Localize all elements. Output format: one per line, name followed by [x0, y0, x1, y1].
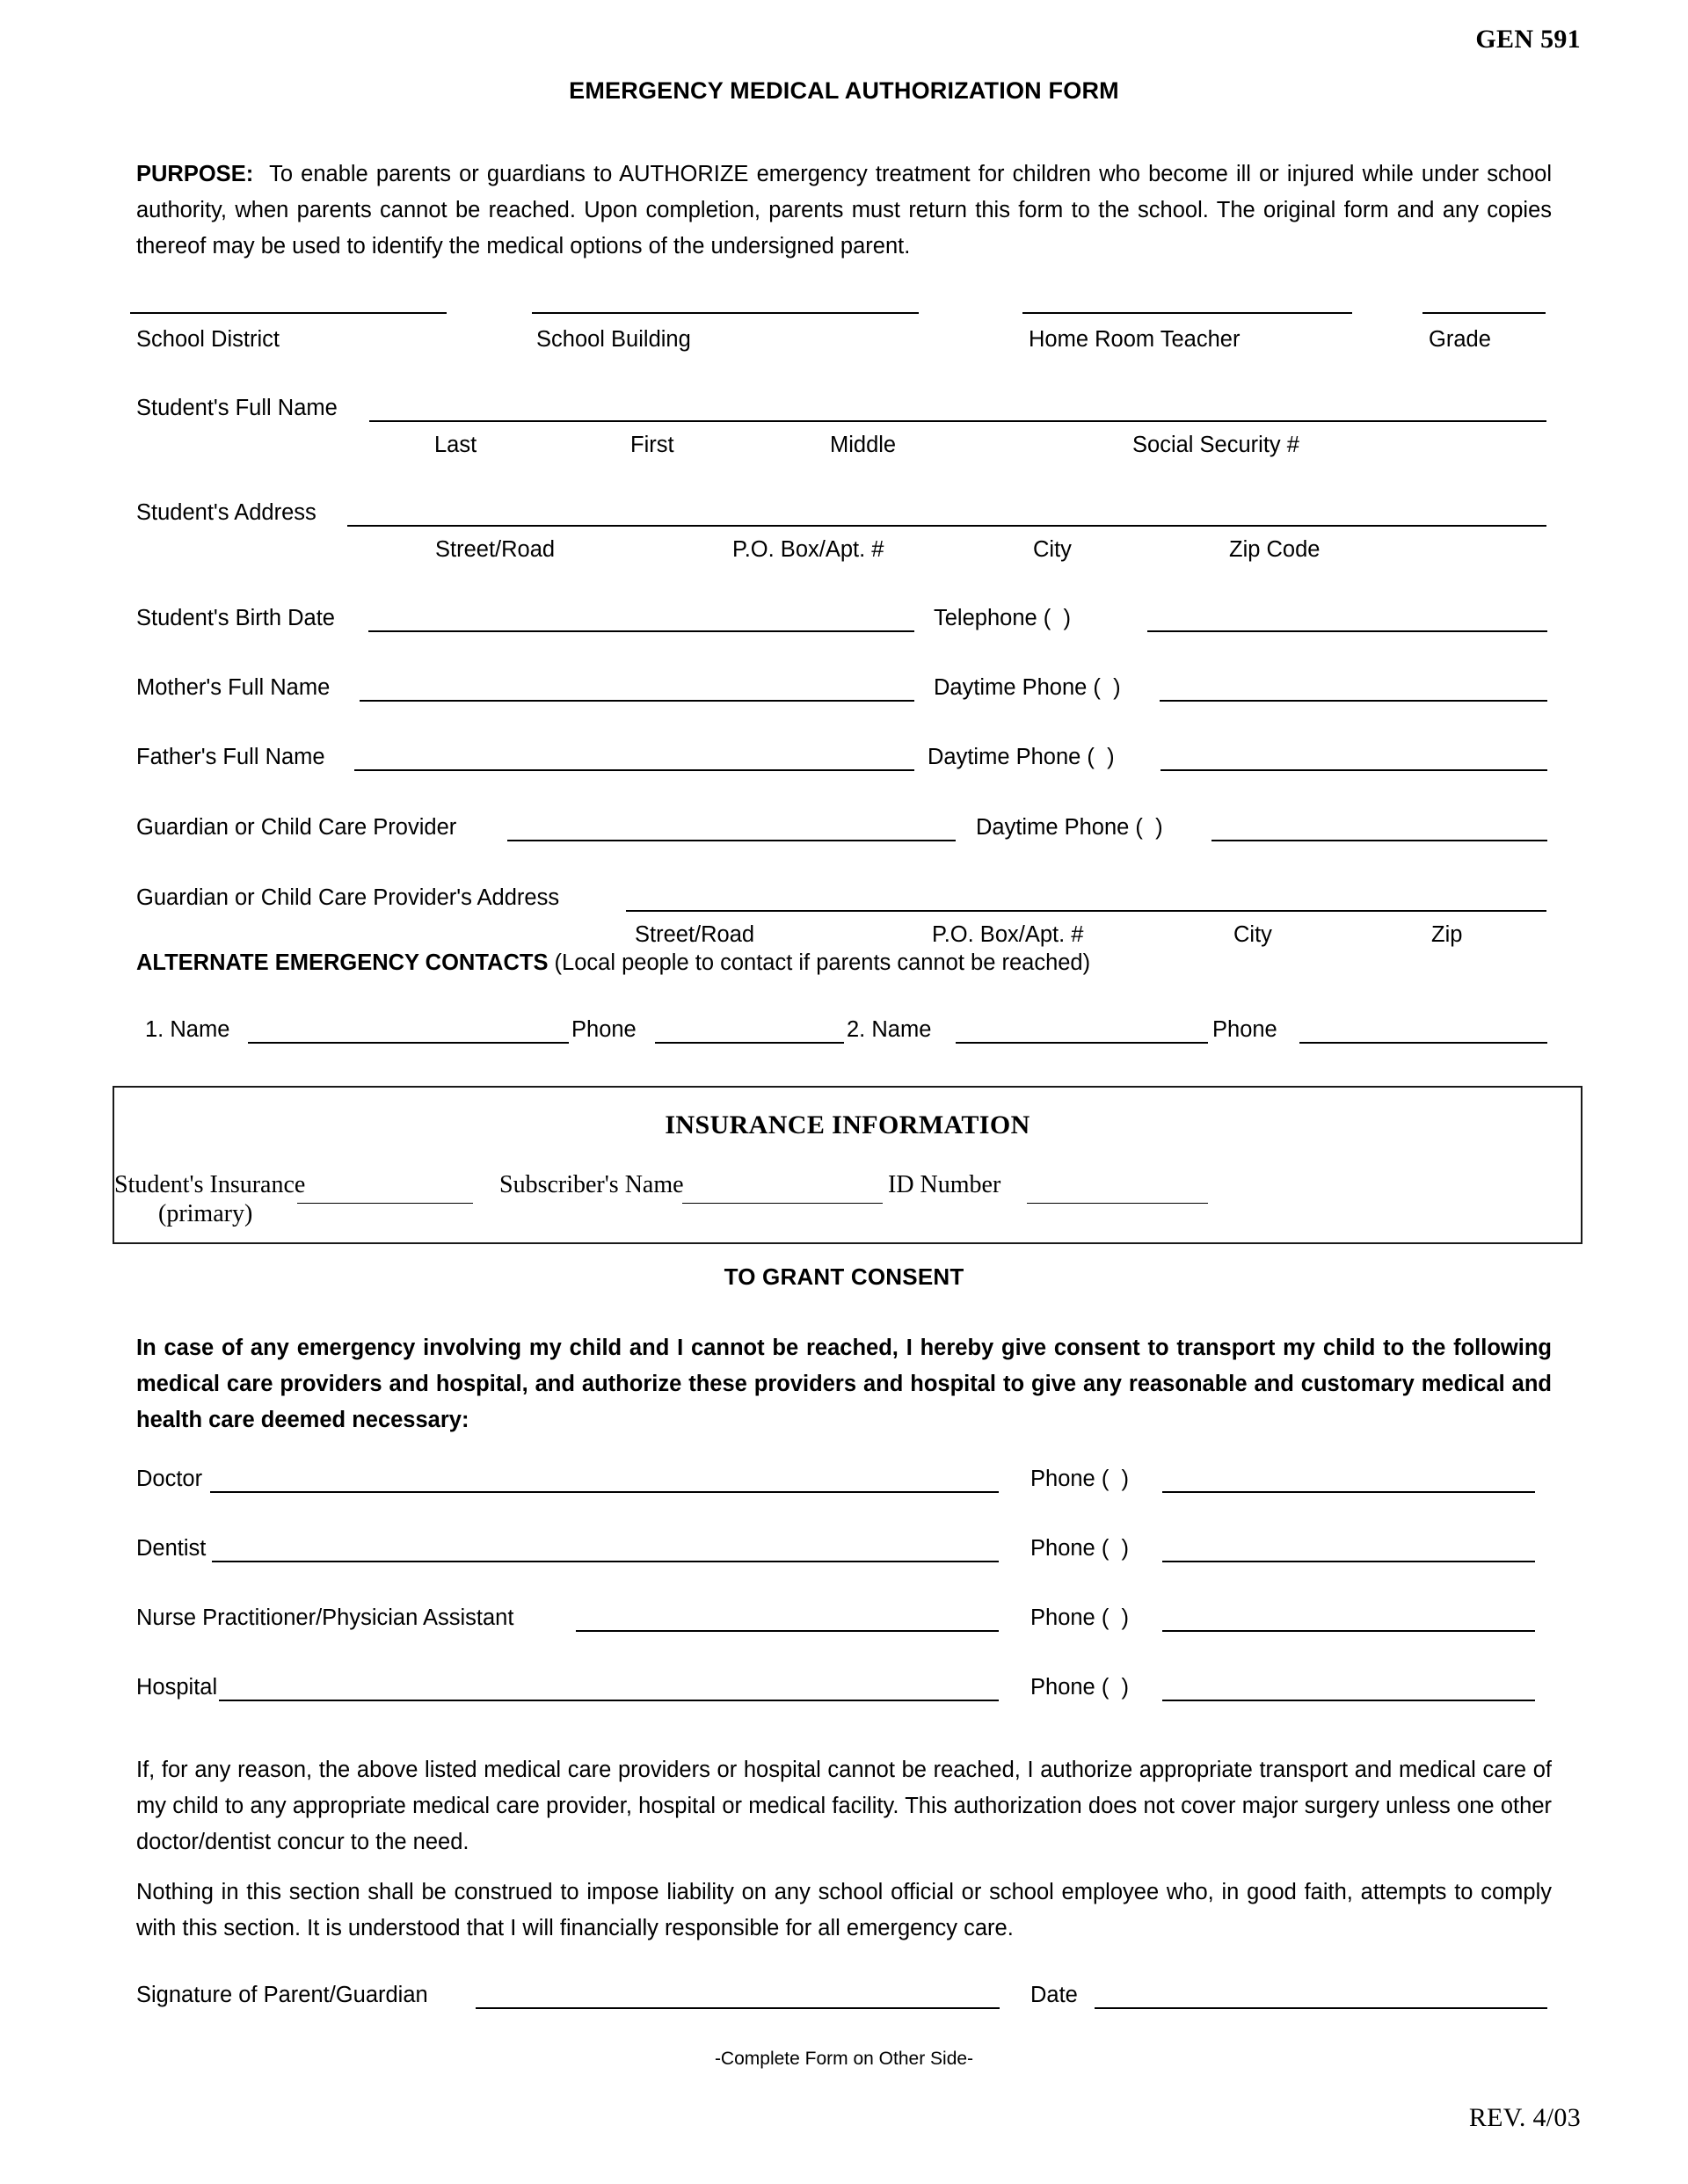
father-daytime-phone-line[interactable]	[1160, 769, 1547, 771]
alternate-contacts-note: (Local people to contact if parents cannot be reached)	[554, 950, 1091, 975]
contact1-phone-line[interactable]	[655, 1042, 844, 1044]
mother-daytime-phone-label-text: Daytime Phone (	[934, 675, 1101, 700]
mother-phone-paren-close: )	[1113, 675, 1121, 700]
purpose-paragraph	[136, 157, 1552, 265]
contact1-name-line[interactable]	[248, 1042, 569, 1044]
hospital-line[interactable]	[219, 1700, 999, 1701]
guardian-address-line[interactable]	[626, 910, 1546, 912]
mother-daytime-phone-line[interactable]	[1160, 700, 1547, 702]
student-address-line[interactable]	[347, 525, 1546, 527]
student-full-name-label: Student's Full Name	[136, 396, 338, 420]
guardian-address-sublabel-city: City	[1233, 922, 1272, 947]
guardian-address-sublabel-zip: Zip	[1431, 922, 1463, 947]
mother-full-name-line[interactable]	[360, 700, 914, 702]
doctor-line[interactable]	[210, 1491, 999, 1493]
doctor-label: Doctor	[136, 1467, 203, 1491]
name-sublabel-first: First	[630, 433, 674, 457]
complete-other-side-note: -Complete Form on Other Side-	[714, 2049, 974, 2069]
revision-code: REV. 4/03	[1468, 2103, 1581, 2132]
grade-line[interactable]	[1422, 312, 1546, 314]
liability-paragraph: Nothing in this section shall be construed to impose liability on any school official or school employee who, in good faith, attempts to comply with this section. It is understood that I will financially responsible for all emergency care.	[136, 1880, 1552, 1940]
student-address-label: Student's Address	[136, 500, 316, 525]
guardian-provider-label: Guardian or Child Care Provider	[136, 815, 457, 840]
form-code: GEN 591	[1475, 25, 1581, 54]
student-insurance-label: Student's Insurance	[114, 1171, 306, 1198]
student-telephone-label-text: Telephone (	[934, 606, 1051, 630]
contact1-phone-label: Phone	[571, 1017, 637, 1042]
guardian-address-label: Guardian or Child Care Provider's Address	[136, 885, 560, 910]
contact2-name-line[interactable]	[956, 1042, 1208, 1044]
doctor-phone-label-text: Phone (	[1030, 1467, 1110, 1491]
nurse-practitioner-phone-line[interactable]	[1162, 1630, 1535, 1632]
home-room-teacher-label: Home Room Teacher	[1029, 327, 1241, 352]
date-line[interactable]	[1095, 2007, 1547, 2009]
school-district-line[interactable]	[130, 312, 447, 314]
address-sublabel-street: Street/Road	[435, 537, 556, 562]
hospital-phone-line[interactable]	[1162, 1700, 1535, 1701]
dentist-label: Dentist	[136, 1536, 207, 1561]
address-sublabel-zip: Zip Code	[1229, 537, 1321, 562]
hospital-phone-label	[1030, 1675, 1129, 1700]
alternate-contacts-heading-row	[136, 950, 1090, 976]
dentist-line[interactable]	[212, 1561, 999, 1562]
doctor-phone-label	[1030, 1467, 1129, 1492]
signature-line[interactable]	[476, 2007, 1000, 2009]
hospital-phone-paren-close: )	[1121, 1675, 1129, 1700]
grade-label: Grade	[1429, 327, 1491, 352]
nurse-phone-paren-close: )	[1121, 1605, 1129, 1630]
guardian-daytime-phone-label	[976, 815, 1163, 841]
student-insurance-line[interactable]	[297, 1203, 473, 1204]
purpose-label: PURPOSE:	[136, 162, 254, 186]
guardian-address-sublabel-street: Street/Road	[635, 922, 755, 947]
subscriber-name-line[interactable]	[682, 1203, 883, 1204]
mother-daytime-phone-label	[934, 675, 1121, 701]
purpose-text: To enable parents or guardians to AUTHORIZE emergency treatment for children who become ill or injured while under school authority, when parents cannot be reached. Upon completion, parents must return this form to the school. The original form and any copies thereof may be used to identify the medical options of the undersigned parent.	[136, 162, 1552, 258]
father-full-name-line[interactable]	[354, 769, 914, 771]
insurance-information-box	[113, 1086, 1582, 1244]
father-daytime-phone-label	[928, 745, 1115, 770]
student-telephone-paren-close: )	[1063, 606, 1071, 630]
school-district-label: School District	[136, 327, 280, 352]
hospital-phone-label-text: Phone (	[1030, 1675, 1110, 1700]
grant-consent-heading: TO GRANT CONSENT	[724, 1263, 964, 1290]
authorization-paragraph: If, for any reason, the above listed medical care providers or hospital cannot be reached, I authorize appropriate transport and medical care of my child to any appropriate medical care provider, hospital or medical facility. This authorization does not cover major surgery unless one other doctor/dentist concur to the need.	[136, 1758, 1552, 1854]
page-title: EMERGENCY MEDICAL AUTHORIZATION FORM	[569, 77, 1119, 104]
contact1-name-label: 1. Name	[145, 1017, 230, 1042]
address-sublabel-city: City	[1033, 537, 1072, 562]
father-full-name-label: Father's Full Name	[136, 745, 325, 769]
guardian-daytime-phone-label-text: Daytime Phone (	[976, 815, 1143, 840]
guardian-address-sublabel-pobox: P.O. Box/Apt. #	[932, 922, 1084, 947]
dentist-phone-label	[1030, 1536, 1129, 1562]
mother-full-name-label: Mother's Full Name	[136, 675, 331, 700]
dentist-phone-paren-close: )	[1121, 1536, 1129, 1561]
nurse-practitioner-label: Nurse Practitioner/Physician Assistant	[136, 1605, 514, 1630]
name-sublabel-last: Last	[434, 433, 477, 457]
dentist-phone-label-text: Phone (	[1030, 1536, 1110, 1561]
address-sublabel-pobox: P.O. Box/Apt. #	[732, 537, 884, 562]
signature-label: Signature of Parent/Guardian	[136, 1983, 428, 2007]
father-phone-paren-close: )	[1107, 745, 1115, 769]
nurse-practitioner-phone-label	[1030, 1605, 1129, 1631]
doctor-phone-line[interactable]	[1162, 1491, 1535, 1493]
student-birth-date-line[interactable]	[368, 630, 914, 632]
school-building-line[interactable]	[532, 312, 919, 314]
dentist-phone-line[interactable]	[1162, 1561, 1535, 1562]
home-room-teacher-line[interactable]	[1022, 312, 1352, 314]
id-number-label: ID Number	[888, 1171, 1001, 1198]
nurse-practitioner-line[interactable]	[576, 1630, 999, 1632]
nurse-practitioner-phone-label-text: Phone (	[1030, 1605, 1110, 1630]
student-birth-date-label: Student's Birth Date	[136, 606, 335, 630]
student-telephone-label	[934, 606, 1071, 631]
name-sublabel-ssn: Social Security #	[1132, 433, 1299, 457]
guardian-daytime-phone-line[interactable]	[1211, 840, 1547, 841]
doctor-phone-paren-close: )	[1121, 1467, 1129, 1491]
guardian-provider-line[interactable]	[507, 840, 956, 841]
alternate-contacts-heading: ALTERNATE EMERGENCY CONTACTS	[136, 950, 549, 975]
insurance-information-title: INSURANCE INFORMATION	[665, 1110, 1030, 1139]
guardian-phone-paren-close: )	[1155, 815, 1163, 840]
id-number-line[interactable]	[1027, 1203, 1208, 1204]
contact2-phone-line[interactable]	[1299, 1042, 1547, 1044]
student-insurance-sublabel: (primary)	[158, 1200, 253, 1227]
father-daytime-phone-label-text: Daytime Phone (	[928, 745, 1095, 769]
date-label: Date	[1030, 1983, 1078, 2007]
name-sublabel-middle: Middle	[830, 433, 897, 457]
school-building-label: School Building	[536, 327, 691, 352]
contact2-name-label: 2. Name	[847, 1017, 932, 1042]
subscriber-name-label: Subscriber's Name	[499, 1171, 684, 1198]
student-telephone-line[interactable]	[1147, 630, 1547, 632]
consent-intro-paragraph: In case of any emergency involving my child and I cannot be reached, I hereby give consent to transport my child to the following medical care providers and hospital, and authorize these providers and hospital to give any reasonable and customary medical and health care deemed necessary:	[136, 1336, 1552, 1432]
contact2-phone-label: Phone	[1212, 1017, 1277, 1042]
student-full-name-line[interactable]	[369, 420, 1546, 422]
hospital-label: Hospital	[136, 1675, 218, 1700]
